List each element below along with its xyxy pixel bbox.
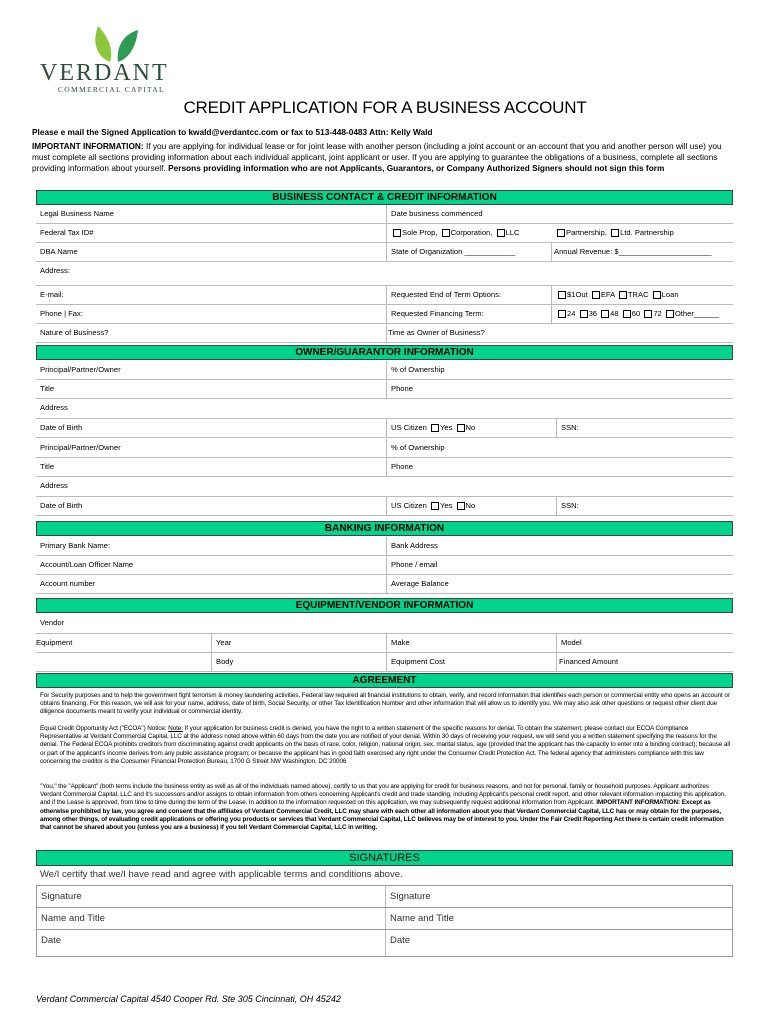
body-field[interactable]: Body (211, 653, 386, 671)
owner2-citizen-options (386, 497, 556, 515)
bank-address-field[interactable]: Bank Address (386, 537, 733, 555)
term-other-label: Other______ (674, 309, 720, 318)
owner1-principal-field[interactable]: Principal/Partner/Owner (40, 365, 121, 374)
owner1-title-field[interactable]: Title (40, 384, 55, 393)
owner2-no-label: No (465, 501, 476, 510)
owner1-citizen-options (386, 419, 556, 437)
partnership-label: Partnership, (566, 228, 607, 237)
signature-field-2[interactable]: Signature (385, 886, 732, 908)
sole-prop-checkbox[interactable] (393, 229, 401, 237)
ecoa-note: Note: (168, 725, 183, 732)
logo-subtitle: COMMERCIAL CAPITAL (58, 85, 165, 94)
term-36-checkbox[interactable] (580, 310, 588, 318)
owner1-phone-field[interactable]: Phone (386, 380, 733, 398)
account-number-field[interactable]: Account number (40, 579, 96, 588)
row-nature (36, 324, 733, 343)
row-address (36, 262, 733, 286)
business-address-field[interactable]: Address: (40, 266, 70, 275)
owner1-row-address (36, 399, 733, 419)
owner2-row-dob (36, 497, 733, 516)
owner2-phone-field[interactable]: Phone (386, 458, 733, 476)
term-72-checkbox[interactable] (644, 310, 652, 318)
name-title-field-2[interactable]: Name and Title (385, 908, 732, 930)
owner1-no-checkbox[interactable] (457, 424, 465, 432)
row-loan-officer (36, 556, 733, 575)
term-60-checkbox[interactable] (623, 310, 631, 318)
owner1-yes-label: Yes (440, 423, 453, 432)
owner2-address-field[interactable]: Address (40, 481, 68, 490)
bank-phone-email-field[interactable]: Phone / email (386, 556, 733, 574)
corporation-label: Corporation, (450, 228, 493, 237)
financed-amount-field[interactable]: Financed Amount (556, 653, 733, 671)
owner1-row-dob (36, 419, 733, 438)
owner1-row-principal (36, 361, 733, 380)
owner1-address-field[interactable]: Address (40, 403, 68, 412)
date-row (36, 929, 733, 957)
end-term-options (551, 286, 733, 304)
name-title-row (36, 907, 733, 930)
opt-efa-label: EFA (600, 290, 615, 299)
important-label: IMPORTANT INFORMATION: (32, 141, 144, 151)
row-account-number (36, 575, 733, 594)
ltd-partnership-label: Ltd. Partnership (620, 228, 674, 237)
owner2-principal-field[interactable]: Principal/Partner/Owner (40, 443, 121, 452)
equipment-field[interactable]: Equipment (36, 638, 73, 647)
name-title-field-1[interactable]: Name and Title (41, 913, 105, 924)
ecoa-text: If your application for business credit is denied, you have the right to a written statement of the specific reasons for denial. To obtain the statement, please contact our ECOA Compliance Representative at Verdant Commercial Capital, LLC at the address noted above within 60 days from the date you are notified of your denial. Within 30 days of receiving your request, we will send you a written statement specifying the reasons for the denial. The Federal ECOA prohibits creditors from discriminating against credit applicants on the basis of race, color, religion, national origin, sex, marital status, age (provided that the applicant has the capacity to enter into a binding contract); because all or part of the applicant's income derives from any public assistance program; or because the applicant has in good faith exercised any right under the Consumer Credit Protection Act. The federal agency that administers compliance with this law concerning the creditor is the Consumer Financial Protection Bureau, 1700 G Street NW Washington, DC 20006 (40, 725, 730, 765)
term-36-label: 36 (588, 309, 598, 318)
entity-type-options (386, 224, 551, 242)
owner2-row-title (36, 458, 733, 477)
nature-of-business-field[interactable]: Nature of Business? (40, 328, 109, 337)
loan-officer-field[interactable]: Account/Loan Officer Name (40, 560, 134, 569)
annual-revenue-field[interactable]: Annual Revenue: $______________________ (551, 243, 733, 261)
opt-trac-label: TRAC (627, 290, 649, 299)
time-as-owner-field[interactable]: Time as Owner of Business? (386, 324, 733, 342)
row-dba (36, 243, 733, 262)
important-bold-text: Persons providing information who are not Applicants, Guarantors, or Company Authorized Signers should not sign this form (168, 163, 665, 173)
row-equipment (36, 634, 733, 653)
financing-term-label: Requested Financing Term: (386, 305, 551, 323)
right-leaf-icon (118, 30, 138, 62)
owner2-pct-field[interactable]: % of Ownership (386, 439, 733, 457)
dba-name-field[interactable]: DBA Name (40, 247, 78, 256)
opt-1out-label: $1Out (567, 290, 588, 299)
term-60-label: 60 (631, 309, 641, 318)
end-term-label: Requested End of Term Options: (386, 286, 551, 304)
ecoa-prefix: Equal Credit Opportunity Act ("ECOA") Notice: (40, 725, 169, 732)
owner2-dob-field[interactable]: Date of Birth (40, 501, 83, 510)
owner1-citizen-label: US Citizen (391, 423, 427, 432)
vendor-field[interactable]: Vendor (40, 618, 65, 627)
date-field-2[interactable]: Date (385, 930, 732, 956)
row-vendor (36, 614, 733, 634)
email-instructions: Please e mail the Signed Application to kwald@verdantcc.com or fax to 513-448-0483 Attn: Kelly Wald (32, 127, 433, 137)
important-information (32, 141, 737, 174)
llc-label: LLC (505, 228, 520, 237)
model-field[interactable]: Model (556, 634, 733, 652)
date-commenced-field[interactable]: Date business commenced (386, 205, 733, 223)
business-email-field[interactable]: E-mail: (40, 290, 64, 299)
equipment-cost-field[interactable]: Equipment Cost (386, 653, 556, 671)
term-24-label: 24 (567, 309, 576, 318)
agreement-ecoa-paragraph (40, 725, 730, 766)
term-48-label: 48 (610, 309, 619, 318)
opt-loan-label: Loan (661, 290, 679, 299)
section-business-contact: BUSINESS CONTACT & CREDIT INFORMATION (36, 190, 733, 205)
logo-wordmark: VERDANT (40, 60, 169, 86)
section-signatures: SIGNATURES (36, 850, 733, 866)
row-primary-bank (36, 537, 733, 556)
owner2-no-checkbox[interactable] (457, 502, 465, 510)
opt-efa-checkbox[interactable] (592, 291, 600, 299)
agreement-applicant-paragraph (40, 783, 730, 832)
sole-prop-label: Sole Prop, (402, 228, 438, 237)
applicant-text: "You," the "Applicant" (both terms include the business entity as well as all of the individuals named above), certify to us that you are applying for credit for business reasons, and not for personal, family or household purposes. Applicant authorizes Verdant Commercial Capital, LLC and it's successors and/or assigns to obtain information from others concerning Applicant's credit and trade standing, including Applicant's personal credit report, and other relevant information impacting this application, and if the Lease is approved, from time to time during the term of the Lease. In addition to the information requested on this application, we may subsequently request additional information from Applicant. (40, 783, 726, 807)
opt-1out-checkbox[interactable] (558, 291, 566, 299)
date-field-1[interactable]: Date (41, 935, 62, 946)
section-owner-guarantor: OWNER/GUARANTOR INFORMATION (36, 345, 733, 360)
row-federal-tax (36, 224, 733, 243)
owner1-row-title (36, 380, 733, 399)
owner2-yes-checkbox[interactable] (431, 502, 439, 510)
owner2-row-principal (36, 439, 733, 458)
ltd-partnership-checkbox[interactable] (611, 229, 619, 237)
footer-address: Verdant Commercial Capital 4540 Cooper Rd. Ste 305 Cincinnati, OH 45242 (36, 994, 341, 1004)
section-agreement: AGREEMENT (36, 673, 733, 688)
partnership-options (551, 224, 674, 242)
make-field[interactable]: Make (386, 634, 556, 652)
page-title: CREDIT APPLICATION FOR A BUSINESS ACCOUNT (183, 98, 587, 117)
owner1-pct-field[interactable]: % of Ownership (386, 361, 733, 379)
primary-bank-field[interactable]: Primary Bank Name: (40, 541, 111, 550)
section-banking: BANKING INFORMATION (36, 521, 733, 536)
section-equipment-vendor: EQUIPMENT/VENDOR INFORMATION (36, 598, 733, 613)
llc-checkbox[interactable] (497, 229, 505, 237)
year-field[interactable]: Year (211, 634, 386, 652)
row-email (36, 286, 733, 305)
opt-loan-checkbox[interactable] (653, 291, 661, 299)
row-body (36, 653, 733, 672)
owner2-row-address (36, 477, 733, 497)
phone-fax-field[interactable]: Phone | Fax: (40, 309, 83, 318)
partnership-checkbox[interactable] (557, 229, 565, 237)
signature-row (36, 885, 733, 908)
term-72-label: 72 (653, 309, 662, 318)
term-48-checkbox[interactable] (601, 310, 609, 318)
important-text: If you are applying for individual lease or for joint lease with another person (including a joint account or an account that you and another person will use) you must complete all sections providing information about each individual applicant, joint applicant or user. If you are applying to guarantee the obligations of a business, complete all sections providing information about yourself. (32, 141, 722, 173)
legal-name-field[interactable]: Legal Business Name (40, 209, 114, 218)
owner2-ssn-field[interactable]: SSN: (556, 497, 733, 515)
federal-tax-field[interactable]: Federal Tax ID# (40, 228, 94, 237)
row-legal-name (36, 205, 733, 224)
owner2-citizen-label: US Citizen (391, 501, 427, 510)
owner1-ssn-field[interactable]: SSN: (556, 419, 733, 437)
owner1-dob-field[interactable]: Date of Birth (40, 423, 83, 432)
left-leaf-icon (95, 26, 111, 62)
corporation-checkbox[interactable] (442, 229, 450, 237)
opt-trac-checkbox[interactable] (619, 291, 627, 299)
certify-statement: We/I certify that we/I have read and agree with applicable terms and conditions above. (40, 869, 403, 880)
owner1-yes-checkbox[interactable] (431, 424, 439, 432)
term-other-checkbox[interactable] (666, 310, 674, 318)
state-organization-field[interactable]: State of Organization ____________ (386, 243, 551, 261)
average-balance-field[interactable]: Average Balance (386, 575, 733, 593)
agreement-security-paragraph: For Security purposes and to help the government fight terrorism & money laundering activities, Federal law required all financial institutions to obtain, verify, and record information that identifies each person or commercial entity who opens an account or obtains financing. For this reason, we will ask for your name, address, date of birth, Social Security, or other Tax Identification Number and other information that will allow us to identify you. We may also ask other questions or request other client due diligence documents meant to verify your individual or commercial identity. (40, 692, 730, 716)
owner2-title-field[interactable]: Title (40, 462, 55, 471)
applicant-bold-text: IMPORTANT INFORMATION: Except as otherwise prohibited by law, you agree and consent that the affiliates of Verdant Commercial Credit, LLC may share with each other all information about you that Verdant Commercial Capital, LLC has or may obtain for the purposes, among other things, of evaluating credit applications or offering you products or services that Verdant Commercial Capital, LLC believes may be of interest to you. Under the Fair Credit Reporting Act there is certain credit information that cannot be shared about you (unless you are a business) if you tell Verdant Commercial Capital, LLC in writing. (40, 799, 724, 832)
financing-term-options (551, 305, 733, 323)
owner1-no-label: No (465, 423, 476, 432)
term-24-checkbox[interactable] (558, 310, 566, 318)
row-phone-fax (36, 305, 733, 324)
signature-field-1[interactable]: Signature (41, 891, 82, 902)
owner2-yes-label: Yes (440, 501, 453, 510)
